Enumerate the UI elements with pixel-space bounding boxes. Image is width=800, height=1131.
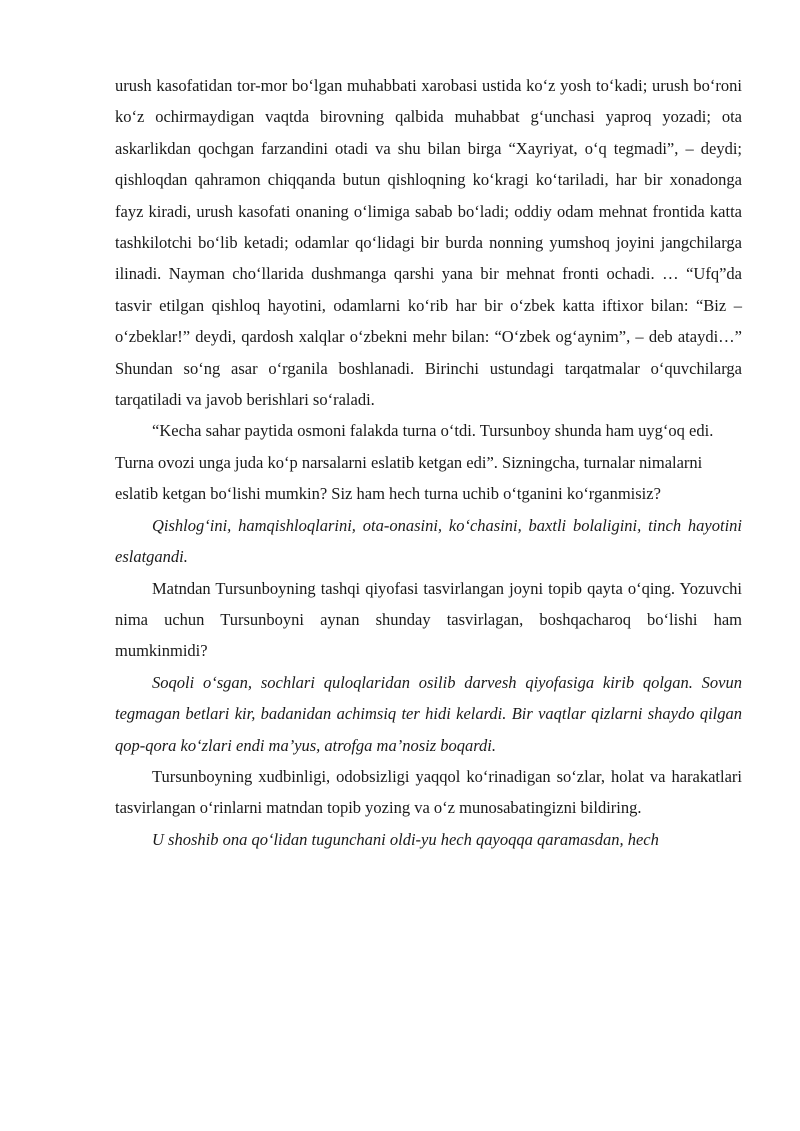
paragraph-answer-appearance: Soqoli o‘sgan, sochlari quloqlaridan osilib darvesh qiyofasiga kirib qolgan. Sovun tegmagan betlari kir, badanidan achimsiq ter hidi kelardi. Bir vaqtlar qizlarni shaydo qilgan qop-qora ko‘zlari endi ma’yus, atrofga ma’nosiz boqardi. (115, 672, 742, 755)
paragraph-question-cranes: “Kecha sahar paytida osmoni falakda turna o‘tdi. Tursunboy shunda ham uyg‘oq edi. Turna ovozi unga juda ko‘p narsalarni eslatib ketgan edi”. Sizningcha, turnalar nimalarni eslatib ketgan bo‘lishi mumkin? Siz ham hech turna uchib o‘tganini ko‘rganmisiz? (115, 421, 714, 504)
paragraph-war-summary: urush kasofatidan tor-mor bo‘lgan muhabbati xarobasi ustida ko‘z yosh to‘kadi; urush bo‘roni ko‘z ochirmaydigan vaqtda birovning qalbida muhabbat g‘unchasi yaproq yozadi; ota askarlikdan qochgan farzandini otadi va shu bilan birga “Xayriyat, o‘q tegmadi”, – deydi; qishloqdan qahramon chiqqanda butun qishloqning ko‘kragi ko‘tariladi, har bir xonadonga fayz kiradi, urush kasofati onaning o‘limiga sabab bo‘ladi; oddiy odam mehnat frontida katta tashkilotchi bo‘lib ketadi; odamlar qo‘lidagi bir burda nonning yumshoq joyini jangchilarga ilinadi. Nayman cho‘llarida dushmanga qarshi yana bir mehnat fronti ochadi. … “Ufq”da tasvir etilgan qishloq hayotini, odamlarni ko‘rib har bir o‘zbek katta iftixor bilan: “Biz – o‘zbeklar!” deydi, qardosh xalqlar o‘zbekni mehr bilan: “O‘zbek og‘aynim”, – deb ataydi…” Shundan so‘ng asar o‘rganila boshlanadi. Birinchi ustundagi tarqatmalar o‘quvchilarga tarqatiladi va javob berishlari so‘raladi. (115, 76, 742, 410)
paragraph-question-appearance: Matndan Tursunboyning tashqi qiyofasi tasvirlangan joyni topib qayta o‘qing. Yozuvchi nima uchun Tursunboyni aynan shunday tasvirlagan, boshqacharoq bo‘lishi ham mumkinmidi? (115, 578, 742, 661)
paragraph-answer-cranes: Qishlog‘ini, hamqishloqlarini, ota-onasini, ko‘chasini, baxtli bolaligini, tinch hayotini eslatgandi. (115, 515, 742, 567)
paragraph-question-selfishness: Tursunboyning xudbinligi, odobsizligi yaqqol ko‘rinadigan so‘zlar, holat va harakatlari tasvirlangan o‘rinlarni matndan topib yozing va o‘z munosabatingizni bildiring. (115, 766, 742, 818)
paragraph-answer-selfishness: U shoshib ona qo‘lidan tugunchani oldi-yu hech qayoqqa qaramasdan, hech (152, 829, 659, 849)
document-page (115, 70, 742, 855)
